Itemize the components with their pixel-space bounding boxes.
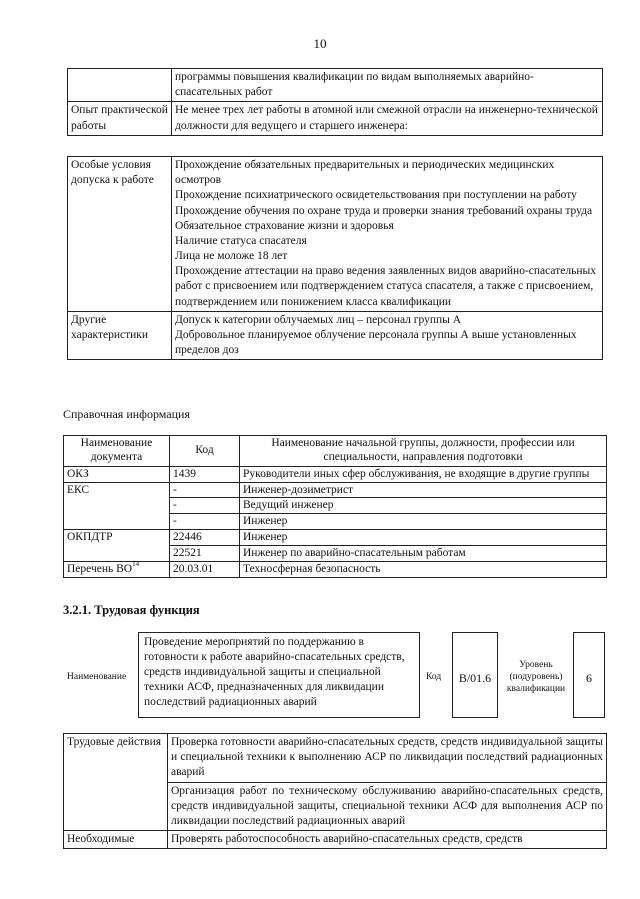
doc-text: Перечень ВО: [67, 563, 133, 576]
code-cell: -: [170, 482, 240, 498]
code-cell: -: [170, 514, 240, 530]
doc-cell: [64, 562, 170, 578]
function-name-box: Проведение мероприятий по поддержанию в готовности к работе аварийно-спасательных средств, средств индивидуальной защиты и специальной техники АСФ, предназначенных для ликвидации последствий радиационных аварий: [138, 632, 420, 718]
table-row: [64, 466, 607, 482]
table-row: [68, 311, 603, 360]
doc-cell: ЕКС: [64, 482, 170, 530]
code-cell: 20.03.01: [170, 562, 240, 578]
conditions-label: Особые условия допуска к работе: [68, 157, 172, 312]
qualification-level-box: 6: [573, 632, 605, 718]
condition-item: Наличие статуса спасателя: [175, 234, 307, 247]
page-number: 10: [313, 36, 327, 51]
name-cell: Инженер: [240, 530, 607, 546]
column-header: Наименование начальной группы, должности, профессии или специальности, направления подготовки: [240, 436, 607, 467]
code-cell: -: [170, 498, 240, 514]
row-text: программы повышения квалификации по видам выполняемых аварийно-спасательных работ: [172, 69, 603, 102]
skills-label: Необходимые: [64, 831, 168, 849]
condition-item: Прохождение аттестации на право ведения заявленных видов аварийно-спасательных работ с присвоением или подтверждением статуса спасателя, а также с присвоением, подтверждением или понижением класса квалификации: [175, 265, 596, 308]
name-cell: Инженер по аварийно-спасательным работам: [240, 546, 607, 562]
condition-item: Обязательное страхование жизни и здоровья: [175, 219, 394, 232]
skill-item: Проверять работоспособность аварийно-спасательных средств, средств: [168, 831, 607, 849]
actions-table: [63, 733, 607, 849]
qualification-level-label: Уровень (подуровень) квалификации: [506, 660, 566, 694]
name-cell: Руководители иных сфер обслуживания, не входящие в другие группы: [240, 466, 607, 482]
table-row: [64, 530, 607, 546]
other-item: Добровольное планируемое облучение персонала группы А выше установленных пределов доз: [175, 328, 577, 357]
row-label: Опыт практической работы: [68, 102, 172, 135]
name-cell: Ведущий инженер: [240, 498, 607, 514]
doc-cell: ОКПДТР: [64, 530, 170, 562]
table-row: [68, 157, 603, 312]
function-name-label: Наименование: [67, 672, 127, 682]
column-header: Код: [170, 436, 240, 467]
footnote-ref: 14: [132, 560, 140, 569]
table-row: [68, 102, 603, 135]
column-header: Наименование документа: [64, 436, 170, 467]
section-title: 3.2.1. Трудовая функция: [63, 603, 200, 617]
condition-item: Прохождение обучения по охране труда и проверки знания требований охраны труда: [175, 204, 593, 217]
action-item: Проверка готовности аварийно-спасательных средств, средств индивидуальной защиты и специальной техники к выполнению АСР по ликвидации последствий радиационных аварий: [168, 734, 607, 783]
other-cell: [172, 311, 603, 360]
reference-title: Справочная информация: [63, 407, 190, 421]
name-cell: Техносферная безопасность: [240, 562, 607, 578]
function-code-box: B/01.6: [452, 632, 498, 718]
function-code-label: Код: [426, 672, 442, 682]
table-header-row: [64, 436, 607, 467]
table-row: [64, 831, 607, 849]
other-label: Другие характеристики: [68, 311, 172, 360]
condition-item: Прохождение обязательных предварительных и периодических медицинских осмотров: [175, 159, 555, 187]
conditions-table: [67, 156, 603, 360]
other-item: Допуск к категории облучаемых лиц – персонал группы А: [175, 313, 462, 326]
qualification-table: [67, 68, 603, 136]
condition-item: Прохождение психиатрического освидетельствования при поступлении на работу: [175, 189, 577, 202]
condition-item: Лица не моложе 18 лет: [175, 250, 288, 263]
code-cell: 22521: [170, 546, 240, 562]
name-cell: Инженер: [240, 514, 607, 530]
reference-table: [63, 435, 607, 578]
doc-cell: ОКЗ: [64, 466, 170, 482]
row-label: [68, 69, 172, 102]
table-row: [68, 69, 603, 102]
code-cell: 22446: [170, 530, 240, 546]
row-text: Не менее трех лет работы в атомной или смежной отрасли на инженерно-технической должности для ведущего и старшего инженера:: [172, 102, 603, 135]
table-row: [64, 482, 607, 498]
table-row: [64, 562, 607, 578]
actions-label: Трудовые действия: [64, 734, 168, 831]
code-cell: 1439: [170, 466, 240, 482]
conditions-cell: [172, 157, 603, 312]
action-item: Организация работ по техническому обслуживанию аварийно-спасательных средств, средств индивидуальной защиты, специальной техники АСФ для выполнения АСР по ликвидации последствий радиационных аварий: [168, 782, 607, 831]
name-cell: Инженер-дозиметрист: [240, 482, 607, 498]
table-row: [64, 734, 607, 783]
